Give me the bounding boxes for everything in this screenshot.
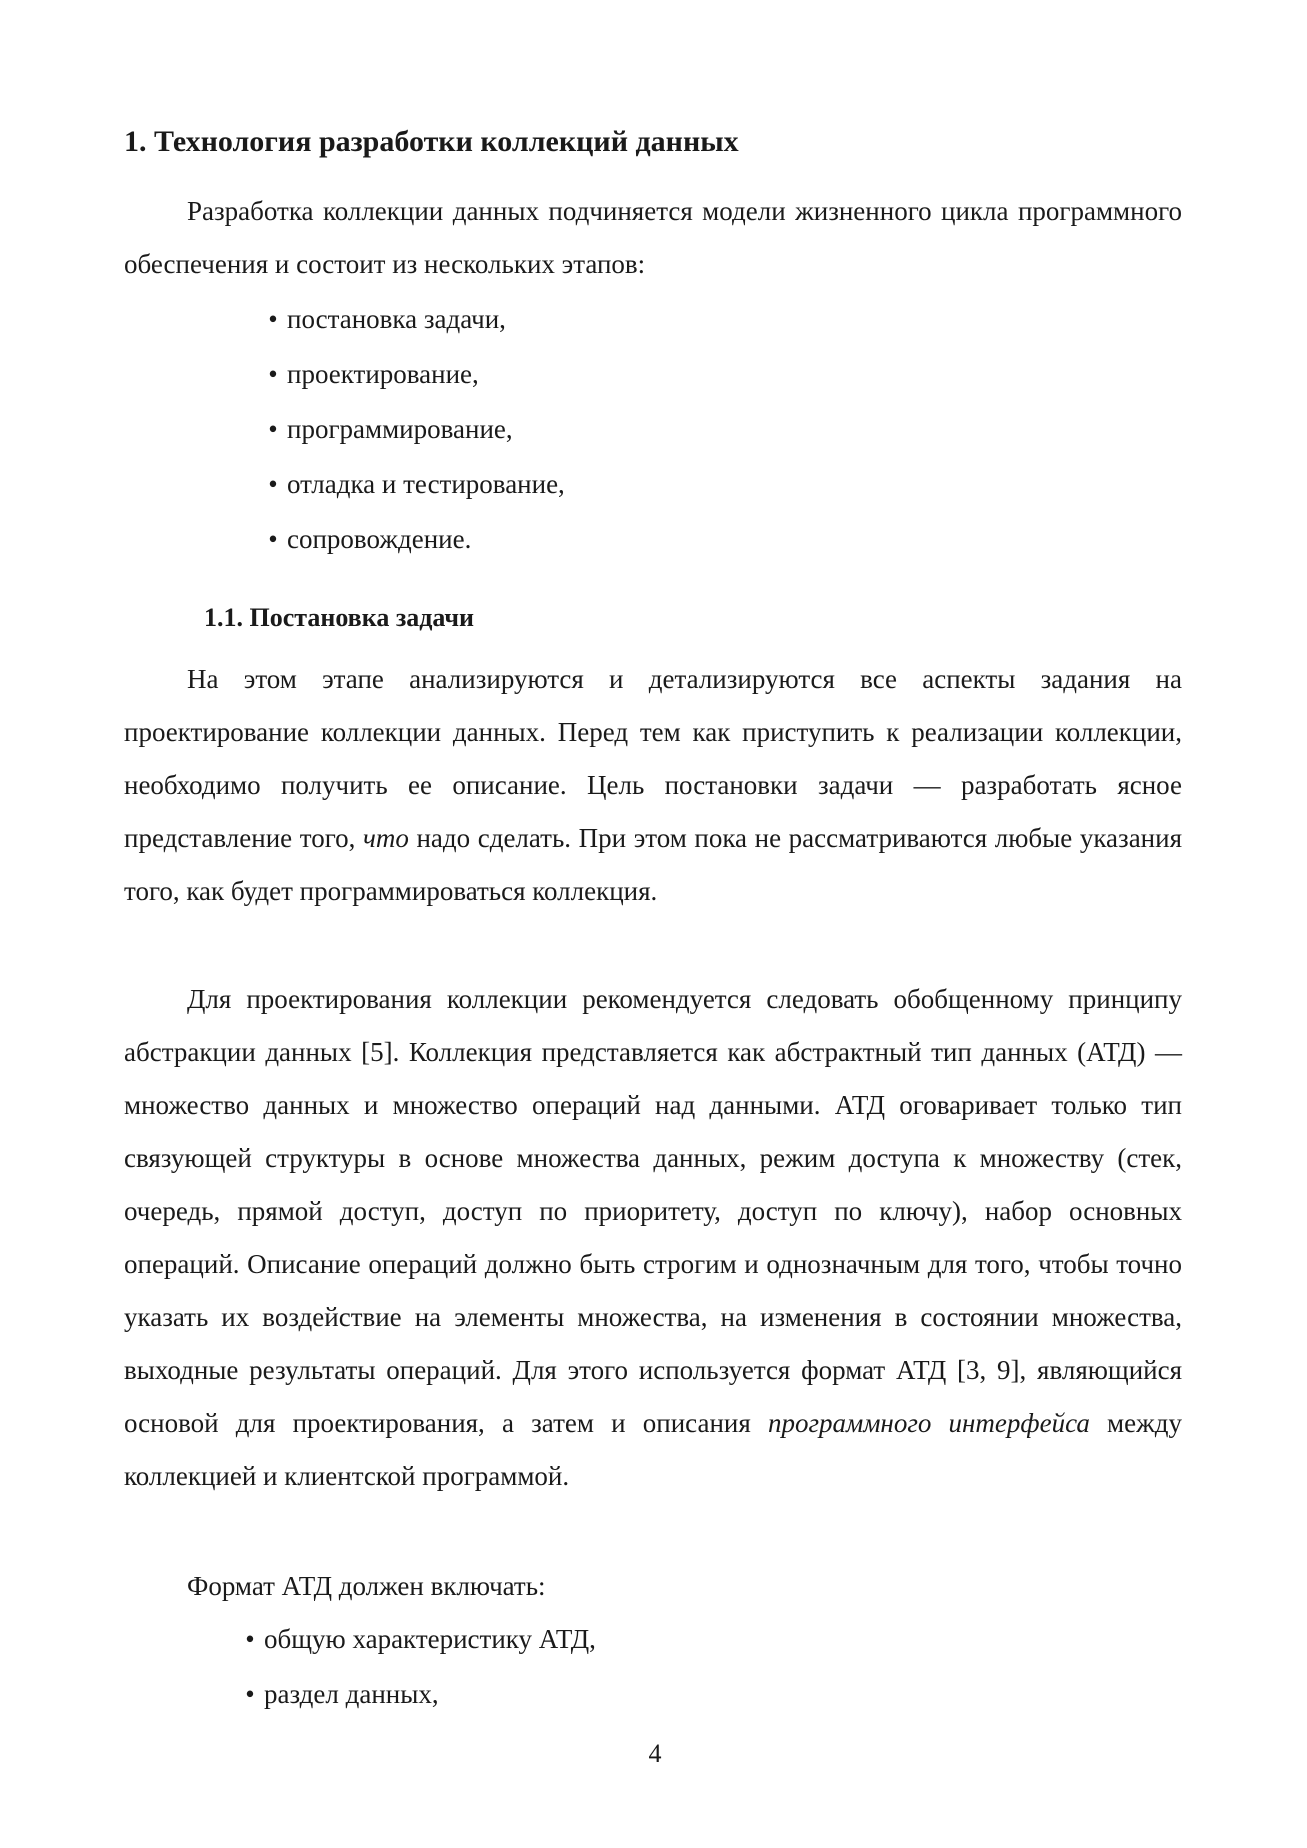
- list-item-text: проектирование,: [287, 359, 479, 389]
- list-item: [263, 292, 565, 347]
- format-paragraph: Формат АТД должен включать:: [187, 1571, 546, 1601]
- page-number: 4: [648, 1739, 662, 1768]
- list-item-text: программирование,: [287, 414, 513, 444]
- list-item-text: сопровождение.: [287, 524, 472, 554]
- list-item-text: отладка и тестирование,: [287, 469, 565, 499]
- subsection-heading: 1.1. Постановка задачи: [204, 603, 475, 632]
- emphasis-text: программного интерфейса: [767, 1408, 1090, 1438]
- bullet-icon: •: [268, 414, 278, 444]
- format-list: [240, 1612, 596, 1722]
- list-item-text: постановка задачи,: [287, 304, 506, 334]
- paragraph-text: На этом этапе анализируются и детализируются все аспекты задания на проектирование коллекции данных. Перед тем как приступить к реализации коллекции, необходимо получить ее описание. Цель постановки задачи — разработать ясное представление того,: [124, 664, 1182, 853]
- list-item: [263, 457, 565, 512]
- list-item-text: раздел данных,: [264, 1679, 439, 1709]
- bullet-icon: •: [268, 469, 278, 499]
- bullet-icon: •: [245, 1624, 255, 1654]
- paragraph-text: Для проектирования коллекции рекомендуется следовать обобщенному принципу абстракции данных [5]. Коллекция представляется как абстрактный тип данных (АТД) — множество данных и множество операций над данными. АТД оговаривает только тип связующей структуры в основе множества данных, режим доступа к множеству (стек, очередь, прямой доступ, доступ по приоритету, доступ по ключу), набор основных операций. Описание операций должно быть строгим и однозначным для того, чтобы точно указать их воздействие на элементы множества, на изменения в состоянии множества, выходные результаты операций. Для этого используется формат АТД [3, 9], являющийся основой для проектирования, а затем и описания: [124, 984, 1182, 1438]
- intro-paragraph: Разработка коллекции данных подчиняется модели жизненного цикла программного обеспечения и состоит из нескольких этапов:: [124, 196, 1182, 279]
- bullet-icon: •: [245, 1679, 255, 1709]
- list-item: [240, 1612, 596, 1667]
- paragraph-text: между коллекцией и клиентской программой.: [124, 1408, 1182, 1491]
- task-paragraph: [124, 653, 1182, 918]
- list-item: [263, 402, 565, 457]
- bullet-icon: •: [268, 304, 278, 334]
- stages-list: [263, 292, 565, 567]
- section-heading: 1. Технология разработки коллекций данных: [124, 125, 739, 158]
- list-item: [240, 1667, 596, 1722]
- list-item: [263, 347, 565, 402]
- bullet-icon: •: [268, 524, 278, 554]
- paragraph-text: надо сделать. При этом пока не рассматриваются любые указания того, как будет программироваться коллекция.: [124, 823, 1182, 906]
- list-item-text: общую характеристику АТД,: [264, 1624, 596, 1654]
- adt-paragraph: [124, 973, 1182, 1503]
- list-item: [263, 512, 565, 567]
- emphasis-text: что: [362, 823, 409, 853]
- bullet-icon: •: [268, 359, 278, 389]
